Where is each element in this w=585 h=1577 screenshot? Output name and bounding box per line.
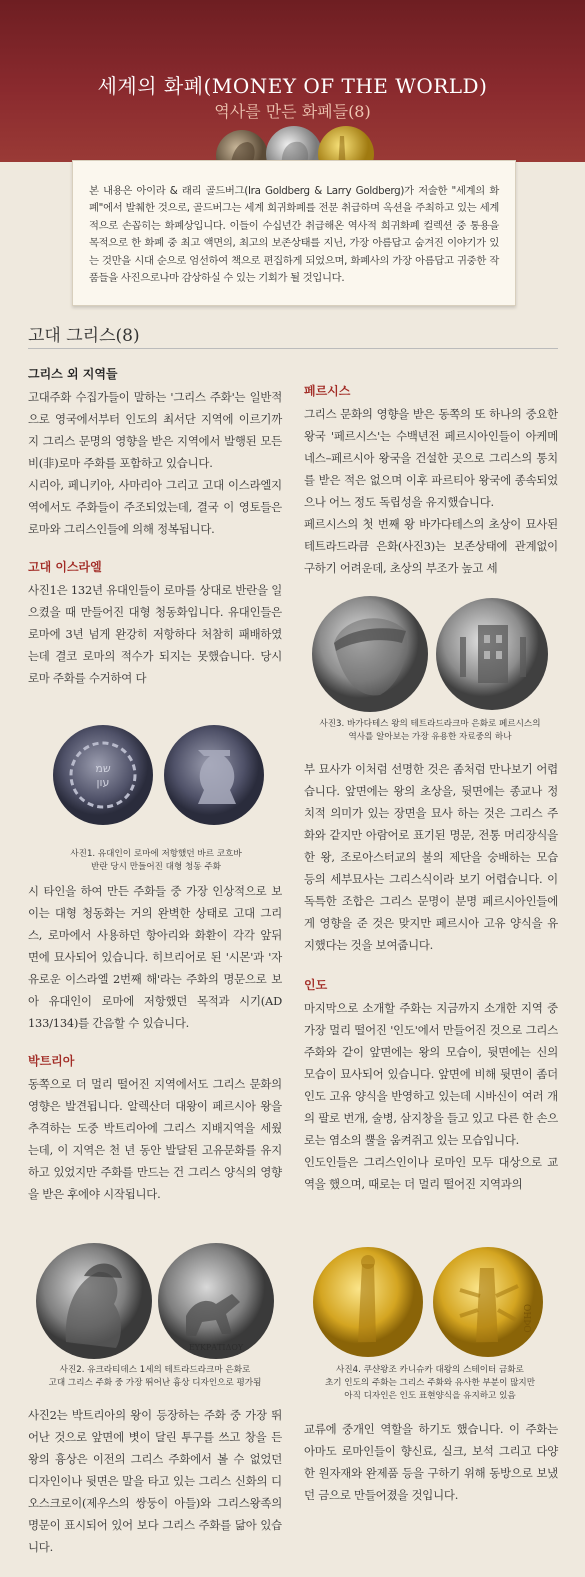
paragraph: 페르시스의 첫 번째 왕 바가다테스의 초상이 묘사된 테트라드라큼 은화(사진3)는 보존상태에 관계없이 구하기 어려운데, 초상의 부조가 높고 세: [304, 517, 558, 575]
heading-other-regions: 그리스 외 지역들: [28, 367, 118, 381]
paragraph: 부 묘사가 이처럼 선명한 것은 좀처럼 만나보기 어렵습니다. 앞면에는 왕의 초상을, 뒷면에는 종교나 정치적 의미가 있는 장면을 묘사 하는 것은 그리스 주화와 같지만 아람어로 표기된 명문, 전통 머리장식을 한 왕, 조로아스터교의 불의 제단을 숭배하는 모습 등의 세부묘사는 그리스식이라 보기 어렵습니다. 이 독특한 조합은 그리스 문명이 분명 페르시아인들에게 영향을 준 것은 맞지만 페르시아 고유 양식을 유지했다는 것을 보여줍니다.: [304, 762, 558, 952]
heading-ancient-israel: 고대 이스라엘: [28, 560, 102, 574]
paragraph: 고대주화 수집가들이 말하는 '그리스 주화'는 일반적으로 영국에서부터 인도의 최서단 지역에 이르기까지 그리스 문명의 영향을 받은 지역에서 발행된 모든 비(非)로마 주화를 포함하고 있습니다.: [28, 390, 282, 470]
caption-line: 초기 인도의 주화는 그리스 주화와 유사한 부분이 많지만: [324, 1378, 536, 1388]
page-title: 세계의 화폐(MONEY OF THE WORLD): [97, 74, 488, 98]
svg-text:עון: עון: [96, 776, 110, 789]
caption-photo-3: [298, 718, 562, 744]
caption-line: 사진2. 유크라티데스 1세의 테트라드라크마 은화로: [59, 1365, 251, 1375]
section-divider: [28, 348, 558, 349]
heading-india: 인도: [304, 978, 328, 992]
paragraph: 시 타인을 하여 만든 주화들 중 가장 인상적으로 보이는 대형 청동화는 거의 완벽한 상태로 고대 그리스, 로마에서 사용하던 항아리와 화환이 각각 앞뒤 면에 묘사되어 있습니다. 히브리어로 된 '시몬'과 '자유로운 이스라엘 2번째 해'라는 주화의 명문으로 보아 유대인이 로마에 저항했던 목적과 시기(AD 133/134)를 간음할 수 있습니다.: [28, 884, 282, 1030]
paragraph: 마지막으로 소개할 주화는 지금까지 소개한 지역 중 가장 멀리 떨어진 '인도'에서 만들어진 것으로 그리스 주화와 같이 앞면에는 왕의 모습이, 뒷면에는 신의 모습이 묘사되어 있습니다. 앞면에 비해 뒷면이 좀더 인도 고유 양식을 반영하고 있는데 시바신이 여러 개의 팔로 번개, 술병, 삼지창을 들고 있고 다른 한 손으로는 염소의 뿔을 움켜쥐고 있는 모습입니다.: [304, 1001, 558, 1147]
svg-text:ΕΥΚΡΑΤΙΔΟΥ: ΕΥΚΡΑΤΙΔΟΥ: [188, 1343, 244, 1352]
caption-line: 아직 디자인은 인도 표현양식을 유지하고 있음: [344, 1391, 516, 1401]
coin-photo-2: [36, 1242, 276, 1360]
intro-box: [72, 160, 516, 306]
intro-text: 본 내용은 아이라 & 래리 골드버그(Ira Goldberg & Larry Goldberg)가 저술한 "세계의 화폐"에서 발췌한 것으로, 골드버그는 세계 희귀화폐를 전문 취급하며 옥션을 주최하고 있는 세계적으로 손꼽히는 화폐상입니다. 이들이 수십년간 취급해온 역사적 희귀화폐 컬렉션 중 통용을 목적으로 한 화폐 중 최고 액면의, 최고의 보존상태를 지닌, 가장 아름답고 숨겨진 이야기가 있는 것만을 시대 순으로 엄선하여 책으로 편집하게 되었으며, 화폐사의 가장 아름답고 귀중한 작품들을 사진으로나마 감상하실 수 있는 기회가 될 것입니다.: [89, 185, 499, 285]
coin-photo-4: [310, 1246, 546, 1358]
caption-line: 반란 당시 만들어진 대형 청동 주화: [91, 862, 221, 872]
caption-photo-2: [30, 1364, 280, 1390]
section-title: 고대 그리스(8): [28, 326, 140, 346]
heading-persis: 페르시스: [304, 384, 351, 398]
paragraph: 교류에 중개인 역할을 하기도 했습니다. 이 주화는 아마도 로마인들이 향신료, 실크, 보석 그리고 다양한 원자재와 완제품 등을 구하기 위해 동방으로 보냈던 금으로 만들어졌을 것입니다.: [304, 1422, 558, 1502]
paragraph: 인도인들은 그리스인이나 로마인 모두 대상으로 교역을 했으며, 때로는 더 멀리 떨어진 지역과의: [304, 1155, 558, 1191]
paragraph: 사진2는 박트리아의 왕이 등장하는 주화 중 가장 뛰어난 것으로 앞면에 볏이 달린 투구를 쓰고 창을 든 왕의 흉상은 이전의 그리스 주화에서 볼 수 없었던 디자인이나 뒷면은 말을 타고 있는 그리스 신화의 디오스크로이(제우스의 쌍둥이 아들)와 그리스왕족의 명문이 표시되어 있어 보다 그리스 주화를 닮아 있습니다.: [28, 1408, 282, 1554]
svg-text:שמ: שמ: [95, 762, 111, 775]
heading-bactria: 박트리아: [28, 1054, 75, 1068]
caption-line: 사진1. 유대인이 로마에 저항했던 바르 코흐바: [70, 849, 242, 859]
coin-photo-1: [48, 724, 268, 826]
paragraph: 그리스 문화의 영향을 받은 동쪽의 또 하나의 중요한 왕국 '페르시스'는 수백년전 페르시아인들이 아케메네스–페르시아 왕국을 건설한 곳으로 그리스의 통치를 받은 적은 없으며 이후 파르티아 왕국에 종속되었으나 어느 정도 독립성을 유지했습니다.: [304, 407, 558, 509]
caption-line: 역사를 알아보는 가장 유용한 자료중의 하나: [348, 732, 512, 742]
caption-photo-1: [56, 848, 256, 874]
svg-text:ΟΗϷΟ: ΟΗϷΟ: [521, 1304, 531, 1333]
caption-line: 사진4. 쿠샨왕조 카니슈카 대왕의 스테이터 금화로: [336, 1365, 524, 1375]
coin-photo-3: [310, 595, 550, 713]
paragraph: 시리아, 페니키아, 사마리아 그리고 고대 이스라엘지역에서도 주화들이 주조되었는데, 결국 이 영토들은 로마와 그리스인들에 의해 정복됩니다.: [28, 478, 282, 536]
caption-photo-4: [298, 1364, 562, 1403]
caption-line: 사진3. 바가다테스 왕의 테트라드라크마 은화로 페르시스의: [319, 719, 541, 729]
paragraph: 동쪽으로 더 멀리 떨어진 지역에서도 그리스 문화의 영향은 발견됩니다. 알렉산더 대왕이 페르시아 왕을 추격하는 도중 박트리아에 그리스 지배지역을 세웠는데, 이 지역은 천 년 동안 발달된 고유문화를 유지하고 있었지만 주화를 만드는 건 그리스 양식의 영향을 받은 후에야 시작됩니다.: [28, 1077, 282, 1201]
paragraph: 사진1은 132년 유대인들이 로마를 상대로 반란을 일으켰을 때 만들어진 대형 청동화입니다. 유대인들은 로마에 3년 넘게 완강히 저항하다 처참히 패배하였는데 결코 로마의 적수가 되지는 못했습니다. 당시 로마 주화를 수거하여 다: [28, 583, 282, 685]
caption-line: 고대 그리스 주화 중 가장 뛰어난 흉상 디자인으로 평가됨: [48, 1378, 262, 1388]
page-subtitle: 역사를 만든 화폐들(8): [214, 102, 371, 121]
